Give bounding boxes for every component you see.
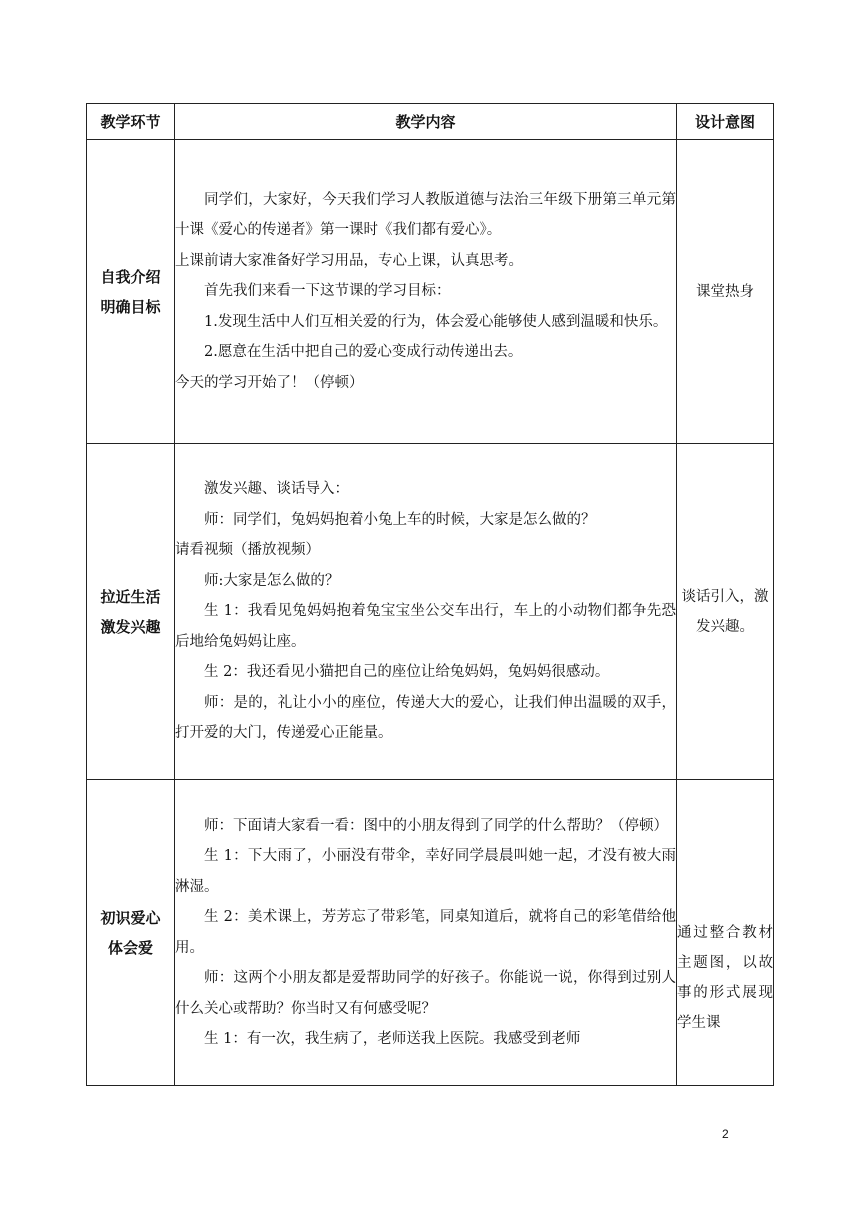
content-paragraph: 1.发现生活中人们互相关爱的行为，体会爱心能够使人感到温暖和快乐。 (204, 313, 668, 330)
content-paragraph: 同学们，大家好，今天我们学习人教版道德与法治三年级下册第三单元第十课《爱心的传递者》第一课时《我们都有爱心》。 (175, 191, 676, 239)
content-paragraph: 请看视频（播放视频） (175, 542, 320, 559)
table-header-row (87, 104, 774, 140)
content-paragraph: 师：下面请大家看一看：图中的小朋友得到了同学的什么帮助？（停顿） (204, 817, 668, 834)
content-paragraph: 生 1：下大雨了，小丽没有带伞，幸好同学晨晨叫她一起，才没有被大雨淋湿。 (175, 848, 676, 895)
intent-cell: 通过整合教材主题图，以故事的形式展现学生课 (677, 780, 774, 1086)
content-paragraph: 今天的学习开始了！（停顿） (175, 374, 364, 391)
content-cell (175, 444, 677, 780)
content-paragraph: 激发兴趣、谈话导入： (204, 481, 349, 498)
stage-label: 激发兴趣 (100, 617, 161, 636)
content-paragraph: 生 1：我看见兔妈妈抱着兔宝宝坐公交车出行，车上的小动物们都争先恐后地给兔妈妈让座。 (175, 603, 676, 650)
content-paragraph: 生 2：美术课上，芳芳忘了带彩笔，同桌知道后，就将自己的彩笔借给他用。 (175, 909, 676, 956)
stage-cell (87, 140, 175, 444)
page-number: 2 (722, 1127, 729, 1141)
header-content: 教学内容 (175, 104, 677, 140)
table-row (87, 140, 774, 444)
content-paragraph: 生 1：有一次，我生病了，老师送我上医院。我感受到老师 (204, 1031, 581, 1047)
intent-cell: 谈话引入，激发兴趣。 (677, 444, 774, 780)
stage-label: 拉近生活 (100, 587, 161, 606)
header-stage: 教学环节 (87, 104, 175, 140)
content-paragraph: 上课前请大家准备好学习用品，专心上课，认真思考。 (175, 252, 523, 269)
table-row (87, 444, 774, 780)
intent-cell: 课堂热身 (677, 140, 774, 444)
stage-cell (87, 444, 175, 780)
content-paragraph: 生 2：我还看见小猫把自己的座位让给兔妈妈，兔妈妈很感动。 (204, 664, 610, 681)
content-cell (175, 140, 677, 444)
stage-label: 自我介绍 (100, 267, 161, 286)
content-paragraph: 师：这两个小朋友都是爱帮助同学的好孩子。你能说一说，你得到过别人什么关心或帮助？你当时又有何感受呢？ (175, 970, 676, 1017)
content-paragraph: 首先我们来看一下这节课的学习目标： (204, 283, 451, 300)
stage-label: 初识爱心 (100, 908, 161, 927)
stage-label: 明确目标 (100, 297, 161, 316)
content-paragraph: 2.愿意在生活中把自己的爱心变成行动传递出去。 (204, 344, 523, 361)
stage-cell (87, 780, 175, 1086)
lesson-plan-table (86, 103, 774, 1086)
content-cell (175, 780, 677, 1086)
header-intent: 设计意图 (677, 104, 774, 140)
content-paragraph: 师：同学们，兔妈妈抱着小兔上车的时候，大家是怎么做的？ (204, 511, 596, 528)
content-paragraph: 师:大家是怎么做的？ (204, 572, 340, 589)
table-row (87, 780, 774, 1086)
content-paragraph: 师：是的，礼让小小的座位，传递大大的爱心，让我们伸出温暖的双手，打开爱的大门，传递爱心正能量。 (175, 694, 676, 742)
stage-label: 体会爱 (107, 938, 153, 957)
